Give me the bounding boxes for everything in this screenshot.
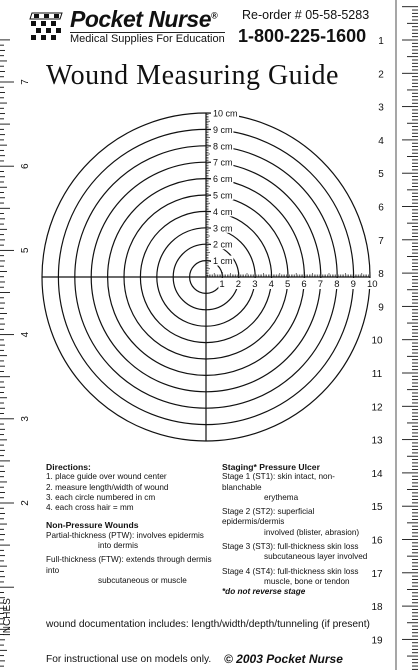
ring-label: 9 cm [213,124,233,135]
documentation-note: wound documentation includes: length/width/depth/tunneling (if present) [46,619,370,630]
axis-number: 9 [350,279,356,290]
cm-ruler-number: 19 [371,635,383,647]
inch-ruler-number: 3 [20,416,31,422]
axis-number: 5 [285,279,291,290]
ftw-line: subcutaneous or muscle [98,575,187,585]
axis-number: 7 [317,279,324,290]
stage-3-line: subcutaneous layer involved [264,552,368,562]
cm-ruler-number: 2 [378,69,384,81]
cm-ruler-number: 6 [378,202,384,214]
ring-label: 4 cm [213,206,233,217]
axis-number: 10 [367,279,378,290]
stage-2-line: Stage 2 (ST2): superficial epidermis/dermis [222,507,315,527]
cm-ruler-number: 9 [378,302,384,314]
reorder-number: Re-order # 05-58-5283 [242,8,370,22]
direction-step: 1. place guide over wound center [46,472,167,482]
footer-disclaimer: For instructional use on models only. [46,654,212,665]
inch-ruler-number: 4 [20,331,31,338]
ftw-line: Full-thickness (FTW): extends through dermis into [46,555,212,575]
inch-ruler-number: 6 [20,163,31,169]
ring-label: 6 cm [213,174,233,185]
cm-ruler-number: 16 [371,535,383,547]
cm-ruler-number: 5 [378,169,384,181]
ring-label: 2 cm [213,239,233,250]
directions-section [46,462,216,586]
stage-4-line: Stage 4 (ST4): full-thickness skin loss [222,566,359,576]
staging-section [222,462,372,598]
ring-label: 1 cm [213,256,233,267]
staging-note: *do not reverse stage [222,587,306,597]
stage-1-line: Stage 1 (ST1): skin intact, non-blanchable [222,472,335,492]
page-title: Wound Measuring Guide [46,60,339,91]
cm-ruler-number: 3 [378,102,384,114]
cm-ruler-number: 4 [378,135,384,147]
stage-2-line: involved (blister, abrasion) [264,527,360,537]
brand-name: Pocket Nurse® [70,6,218,32]
cm-ruler-number: 14 [371,468,383,480]
inches-label: INCHES [2,598,13,636]
directions-heading: Directions: [46,462,91,472]
ptw-line: Partial-thickness (PTW): involves epidermis [46,530,204,540]
ring-label: 3 cm [213,223,233,234]
staging-heading: Staging* Pressure Ulcer [222,462,320,472]
ring-label: 5 cm [213,190,233,201]
inch-ruler-number: 7 [20,79,31,85]
brand-tagline: Medical Supplies For Education [70,33,225,45]
axis-number: 6 [301,279,307,290]
cm-ruler-number: 12 [371,402,383,414]
cm-ruler-number: 7 [378,235,384,247]
cm-ruler-number: 15 [371,502,383,514]
direction-step: 2. measure length/width of wound [46,482,169,492]
axis-number: 8 [334,279,340,290]
direction-step: 3. each circle numbered in cm [46,492,156,502]
stage-4-line: muscle, bone or tendon [264,576,350,586]
ptw-line: into dermis [98,541,139,551]
non-pressure-heading: Non-Pressure Wounds [46,520,139,531]
cm-ruler-number: 8 [378,269,384,281]
ring-label: 7 cm [213,157,233,168]
cm-ruler-number: 17 [371,568,383,580]
cm-ruler-number: 10 [371,335,383,347]
stage-3-line: Stage 3 (ST3): full-thickness skin loss [222,542,359,552]
ring-label: 10 cm [213,108,238,119]
inch-ruler-number: 2 [20,500,31,506]
stage-1-line: erythema [264,492,299,502]
axis-number: 4 [268,279,274,290]
axis-number: 3 [252,279,258,290]
axis-number: 1 [219,279,225,290]
cm-ruler-number: 18 [371,602,383,614]
direction-step: 4. each cross hair = mm [46,503,134,513]
inch-ruler-number: 5 [20,247,31,254]
ring-label: 8 cm [213,141,233,152]
phone-number: 1-800-225-1600 [238,26,367,46]
cm-ruler-number: 1 [378,36,384,47]
cm-ruler-number: 13 [371,435,383,447]
footer-copyright: © 2003 Pocket Nurse [224,652,343,666]
axis-number: 2 [235,279,242,290]
cm-ruler-number: 11 [371,369,383,380]
